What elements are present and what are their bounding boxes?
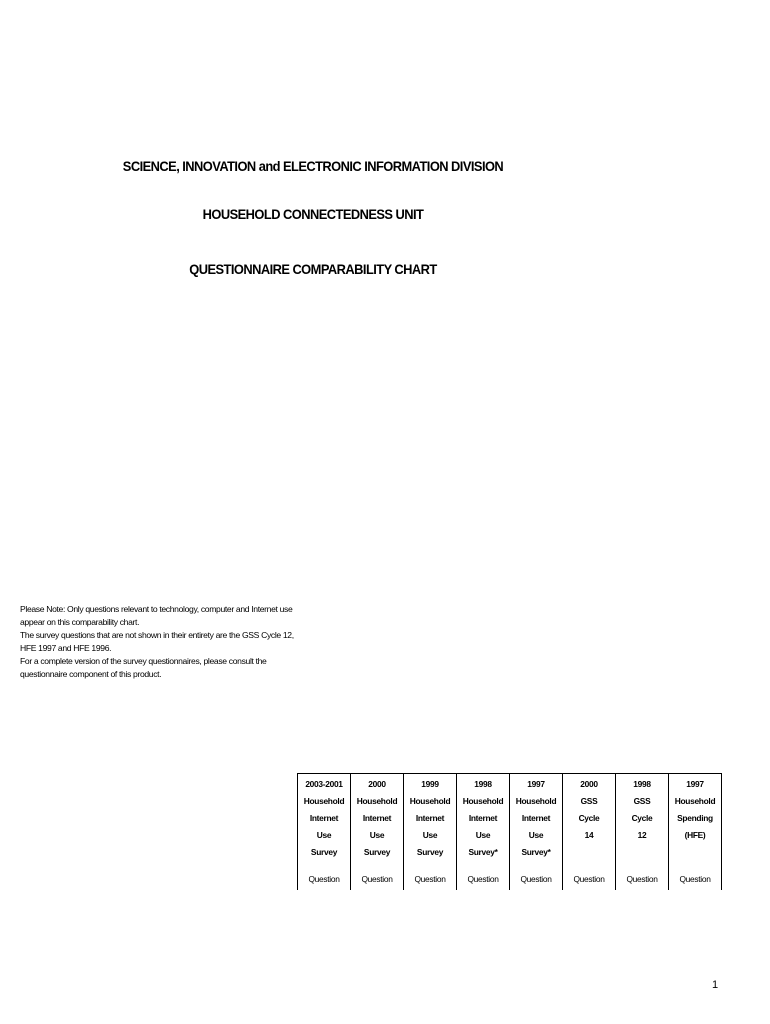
survey-line: GSS — [633, 796, 651, 806]
survey-line: 1997 — [686, 779, 704, 789]
survey-line: 1998 — [474, 779, 492, 789]
survey-line: 1997 — [527, 779, 545, 789]
survey-line: Use — [528, 830, 544, 840]
survey-header-2003-2001-hius — [298, 774, 351, 875]
survey-line: Use — [369, 830, 385, 840]
question-label: Question — [669, 874, 722, 890]
survey-header-1998-gss-cycle-12 — [616, 774, 669, 875]
question-label: Question — [457, 874, 510, 890]
question-label: Question — [563, 874, 616, 890]
survey-line: 12 — [637, 830, 647, 840]
survey-line: Survey — [363, 847, 391, 857]
notes-block — [20, 603, 300, 681]
question-label: Question — [616, 874, 669, 890]
survey-line: Use — [316, 830, 332, 840]
survey-line: Survey* — [468, 847, 498, 857]
survey-line: 1998 — [633, 779, 651, 789]
survey-line: GSS — [580, 796, 598, 806]
survey-line: Internet — [415, 813, 445, 823]
survey-line: 2000 — [580, 779, 598, 789]
survey-line: Survey* — [521, 847, 551, 857]
survey-line: Household — [462, 796, 504, 806]
survey-line: Cycle — [578, 813, 600, 823]
survey-line: Use — [475, 830, 491, 840]
division-title: SCIENCE, INNOVATION and ELECTRONIC INFORMATION DIVISION — [122, 158, 504, 174]
survey-line: Internet — [468, 813, 498, 823]
survey-line: 14 — [584, 830, 594, 840]
survey-line: Survey — [310, 847, 338, 857]
survey-line: Use — [422, 830, 438, 840]
unit-title: HOUSEHOLD CONNECTEDNESS UNIT — [202, 206, 424, 222]
survey-header-2000-gss-cycle-14 — [563, 774, 616, 875]
note-relevance: Please Note: Only questions relevant to technology, computer and Internet use appear on this comparability chart. — [20, 604, 293, 627]
survey-header-1997-hius — [510, 774, 563, 875]
note-partial-surveys: The survey questions that are not shown in their entirety are the GSS Cycle 12, HFE 1997 and HFE 1996. — [20, 630, 294, 653]
question-label: Question — [298, 874, 351, 890]
survey-line: 1999 — [421, 779, 439, 789]
note-complete-version: For a complete version of the survey questionnaires, please consult the questionnaire component of this product. — [20, 656, 267, 679]
survey-header-row — [298, 774, 722, 875]
survey-line: 2000 — [368, 779, 386, 789]
survey-line: Household — [409, 796, 451, 806]
question-label-row — [298, 874, 722, 890]
survey-line: Household — [674, 796, 716, 806]
survey-line: Survey — [416, 847, 444, 857]
survey-line: Spending — [677, 813, 713, 823]
survey-line: Internet — [521, 813, 551, 823]
question-label: Question — [351, 874, 404, 890]
survey-header-2000-hius — [351, 774, 404, 875]
question-label: Question — [510, 874, 563, 890]
survey-line: Household — [515, 796, 557, 806]
survey-line: Household — [356, 796, 398, 806]
comparability-table — [297, 773, 722, 890]
question-label: Question — [404, 874, 457, 890]
survey-line: Cycle — [631, 813, 653, 823]
page-number: 1 — [712, 979, 719, 991]
survey-header-1998-hius — [457, 774, 510, 875]
survey-header-1997-hfe — [669, 774, 722, 875]
chart-title: QUESTIONNAIRE COMPARABILITY CHART — [189, 261, 437, 277]
survey-line: 2003-2001 — [305, 779, 343, 789]
survey-line: (HFE) — [684, 830, 706, 840]
survey-line: Internet — [362, 813, 392, 823]
survey-line: Household — [303, 796, 345, 806]
survey-line: Internet — [309, 813, 339, 823]
survey-header-1999-hius — [404, 774, 457, 875]
